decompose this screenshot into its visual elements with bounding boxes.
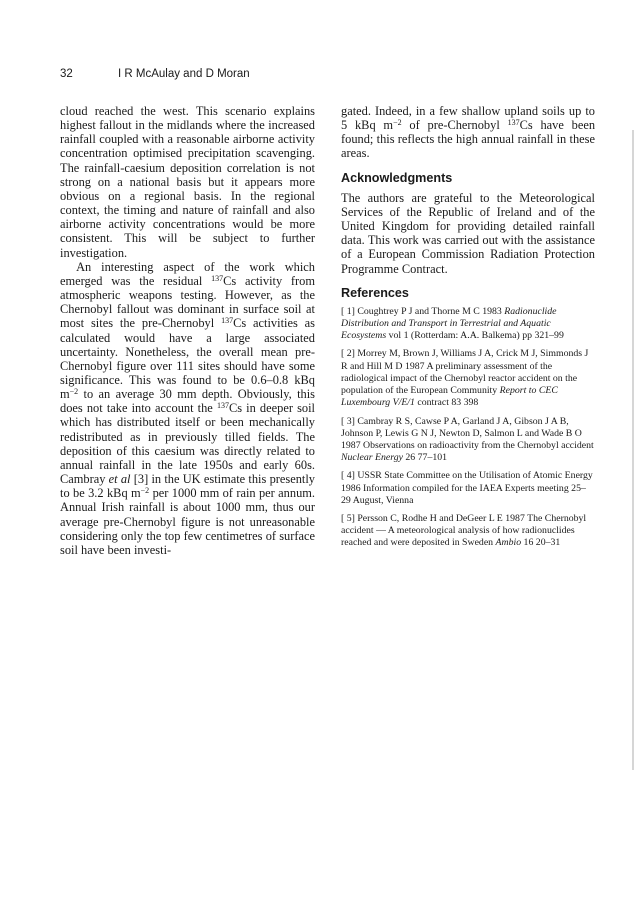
body-paragraph-3 <box>341 104 595 161</box>
running-header <box>60 68 250 80</box>
body-paragraph-1: cloud reached the west. This scenario explains highest fallout in the midlands where the increased rainfall coupled with a reasonable airborne activity concentration optimised precipitation scavenging. The rainfall-caesium deposition correlation is not strong on a national basis but it appears more obvious on a regional basis. In the regional context, the timing and nature of rainfall and also airborne activity concentrations would be more consistent. This will be subject to further investigation. <box>60 104 315 260</box>
reference-details: 26 77–101 <box>402 452 448 464</box>
reference-details: vol 1 (Rotterdam: A.A. Balkema) pp 321–99 <box>386 330 564 342</box>
body-paragraph-2 <box>60 260 315 557</box>
superscript-minus-two: −2 <box>69 387 79 397</box>
reference-list <box>341 306 595 550</box>
reference-number: [ 5] <box>341 512 355 524</box>
reference-text: Cambray R S, Cawse P A, Garland J A, Gibson J A B, Johnson P, Lewis G N J, Newton D, Salmon L and Wade B O 1987 Observations on radioactivity from the Chernobyl accident <box>341 415 594 451</box>
page-number: 32 <box>60 68 73 80</box>
text-run: Cs have been found; this reflects the high annual rainfall in these areas. <box>341 118 596 161</box>
text-run: of pre-Chernobyl <box>401 118 508 133</box>
left-column <box>60 104 315 557</box>
reference-title: Nuclear Energy <box>341 452 403 464</box>
text-run: gated. Indeed, in a few shallow upland soils up to 5 kBq m <box>341 104 595 133</box>
superscript-minus-two: −2 <box>140 486 150 496</box>
text-run: Cs in deeper soil which has distributed itself or been mechanically redistributed as in previously tilled fields. The deposition of this caesium was directly related to annual rainfall in the late 1950s and early 60s. Cambray <box>60 401 315 487</box>
text-run: per 1000 mm of rain per annum. Annual Irish rainfall is about 1000 mm, thus our average pre-Chernobyl figure is not unreasonable considering only the top few centimetres of surface soil have been investi- <box>60 486 315 557</box>
superscript-137: 137 <box>221 316 234 326</box>
superscript-minus-two: −2 <box>393 118 402 128</box>
reference-text: Coughtrey P J and Thorne M C 1983 <box>354 305 505 317</box>
reference-text: Persson C, Rodhe H and DeGeer L E 1987 The Chernobyl accident — A meteorological analysis of how radionuclides reached and were deposited in Sweden <box>341 512 587 549</box>
reference-item <box>341 416 595 465</box>
reference-title: Report to CEC Luxembourg V/E/1 <box>341 385 558 409</box>
reference-item <box>341 470 595 507</box>
reference-text: Morrey M, Brown J, Williams J A, Crick M J, Simmonds J R and Hill M D 1987 A preliminary assessment of the radiological impact of the Chernobyl reactor accident on the population of the European Community <box>341 348 589 397</box>
superscript-137: 137 <box>507 118 520 128</box>
reference-number: [ 1] <box>341 305 355 317</box>
right-column <box>341 104 595 556</box>
reference-number: [ 2] <box>341 348 355 360</box>
running-head-authors: I R McAulay and D Moran <box>118 68 250 80</box>
text-run: [3] in the UK estimate this presently to be 3.2 kBq m <box>60 472 315 501</box>
superscript-137: 137 <box>216 401 229 411</box>
reference-item <box>341 306 595 343</box>
reference-item <box>341 513 595 550</box>
reference-title: Radionuclide Distribution and Transport in Terrestrial and Aquatic Ecosystems <box>341 305 557 342</box>
et-al: et al <box>108 472 131 487</box>
superscript-137: 137 <box>211 273 224 283</box>
reference-details: contract 83 398 <box>414 397 479 409</box>
reference-number: [ 4] <box>341 470 355 482</box>
references-heading: References <box>341 285 409 300</box>
reference-number: [ 3] <box>341 415 355 427</box>
reference-text: USSR State Committee on the Utilisation of Atomic Energy 1986 Information compiled for the IAEA Experts meeting 25–29 August, Vienna <box>341 470 593 506</box>
scan-edge-shadow <box>632 130 634 770</box>
reference-details: 16 20–31 <box>521 537 561 549</box>
acknowledgments-heading: Acknowledgments <box>341 170 453 185</box>
acknowledgments-text: The authors are grateful to the Meteorological Services of the Republic of Ireland and of the United Kingdom for providing detailed rainfall data. This work was carried out with the assistance of a European Commission Radiation Protection Programme Contract. <box>341 190 595 276</box>
text-run: An interesting aspect of the work which emerged was the residual <box>60 259 315 288</box>
text-run: Cs activities as calculated would have a large associated uncertainty. Nonetheless, the overall mean pre-Chernobyl figure over 111 sites should have some significance. This was found to be 0.6–0.8 kBq m <box>60 316 315 402</box>
text-run: Cs activity from atmospheric weapons testing. However, as the Chernobyl fallout was dominant in surface soil at most sites the pre-Chernobyl <box>60 273 316 331</box>
reference-title: Ambio <box>495 537 522 549</box>
reference-item <box>341 348 595 409</box>
text-run: to an average 30 mm depth. Obviously, this does not take into account the <box>60 387 315 416</box>
